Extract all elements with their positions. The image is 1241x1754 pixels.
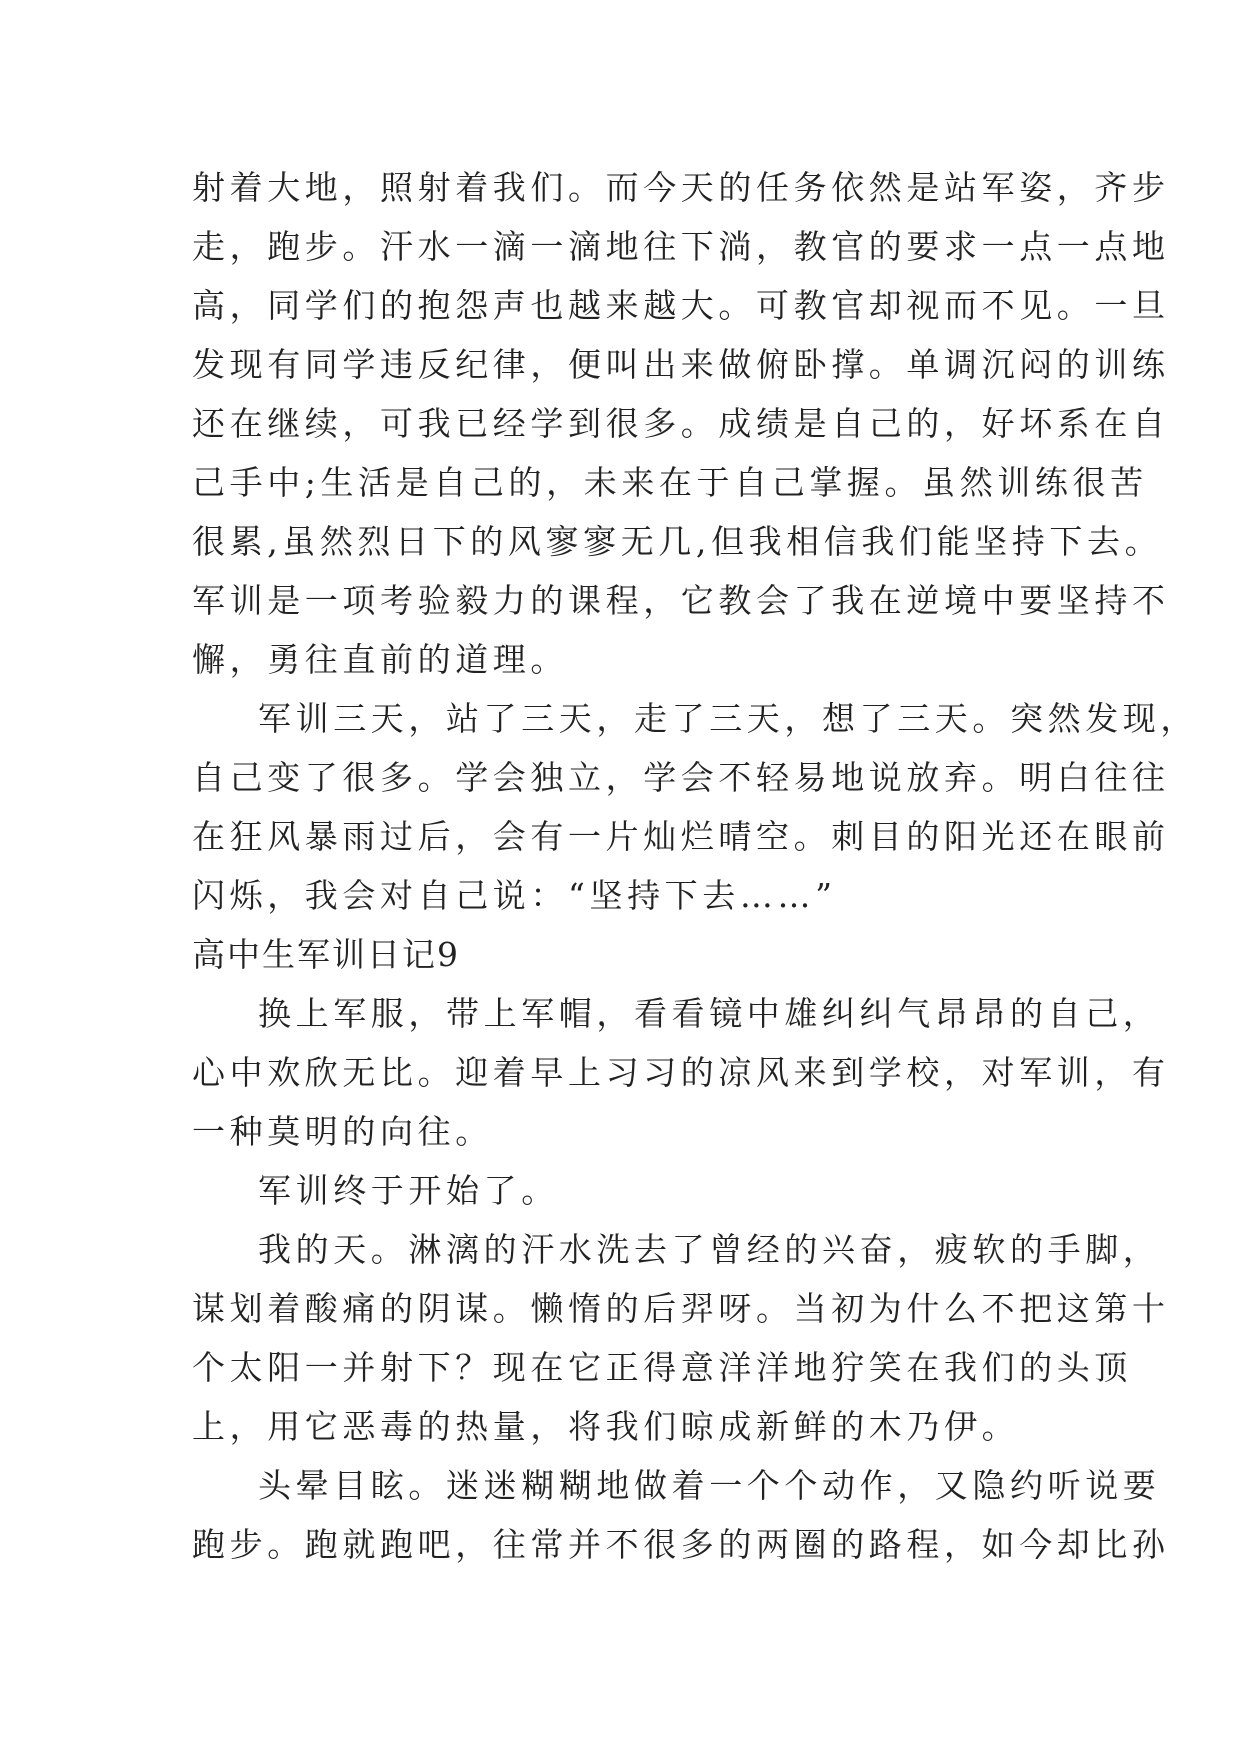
- section-heading: 高中生军训日记9: [192, 935, 460, 974]
- text-line: 跑步。跑就跑吧，往常并不很多的两圈的路程，如今却比孙: [192, 1525, 1170, 1564]
- paragraph-first-line: 头晕目眩。迷迷糊糊地做着一个个动作，又隐约听说要: [258, 1466, 1161, 1505]
- text-line: 在狂风暴雨过后，会有一片灿烂晴空。刺目的阳光还在眼前: [192, 817, 1170, 856]
- text-line: 懈，勇往直前的道理。: [192, 640, 568, 679]
- paragraph-first-line: 军训终于开始了。: [258, 1171, 559, 1210]
- text-line: 军训是一项考验毅力的课程，它教会了我在逆境中要坚持不: [192, 581, 1170, 620]
- text-line: 高，同学们的抱怨声也越来越大。可教官却视而不见。一旦: [192, 286, 1170, 325]
- text-line: 心中欢欣无比。迎着早上习习的凉风来到学校，对军训，有: [192, 1053, 1170, 1092]
- text-line: 射着大地，照射着我们。而今天的任务依然是站军姿，齐步: [192, 168, 1170, 207]
- text-line: 己手中;生活是自己的，未来在于自己掌握。虽然训练很苦: [192, 463, 1148, 502]
- paragraph-first-line: 我的天。淋漓的汗水洗去了曾经的兴奋，疲软的手脚，: [258, 1230, 1161, 1269]
- text-line: 上，用它恶毒的热量，将我们晾成新鲜的木乃伊。: [192, 1407, 1020, 1446]
- text-line: 闪烁，我会对自己说：“坚持下去……”: [192, 876, 837, 915]
- text-line: 谋划着酸痛的阴谋。懒惰的后羿呀。当初为什么不把这第十: [192, 1289, 1170, 1328]
- paragraph-first-line: 换上军服，带上军帽，看看镜中雄纠纠气昂昂的自己，: [258, 994, 1161, 1033]
- text-line: 很累,虽然烈日下的风寥寥无几,但我相信我们能坚持下去。: [192, 522, 1163, 561]
- document-body: [192, 158, 1198, 1574]
- text-line: 个太阳一并射下？现在它正得意洋洋地狞笑在我们的头顶: [192, 1348, 1132, 1387]
- text-line: 还在继续，可我已经学到很多。成绩是自己的，好坏系在自: [192, 404, 1170, 443]
- text-line: 走，跑步。汗水一滴一滴地往下淌，教官的要求一点一点地: [192, 227, 1170, 266]
- text-line: 自己变了很多。学会独立，学会不轻易地说放弃。明白往往: [192, 758, 1170, 797]
- text-line: 一种莫明的向往。: [192, 1112, 493, 1151]
- paragraph-first-line: 军训三天，站了三天，走了三天，想了三天。突然发现，: [258, 699, 1198, 738]
- text-line: 发现有同学违反纪律，便叫出来做俯卧撑。单调沉闷的训练: [192, 345, 1170, 384]
